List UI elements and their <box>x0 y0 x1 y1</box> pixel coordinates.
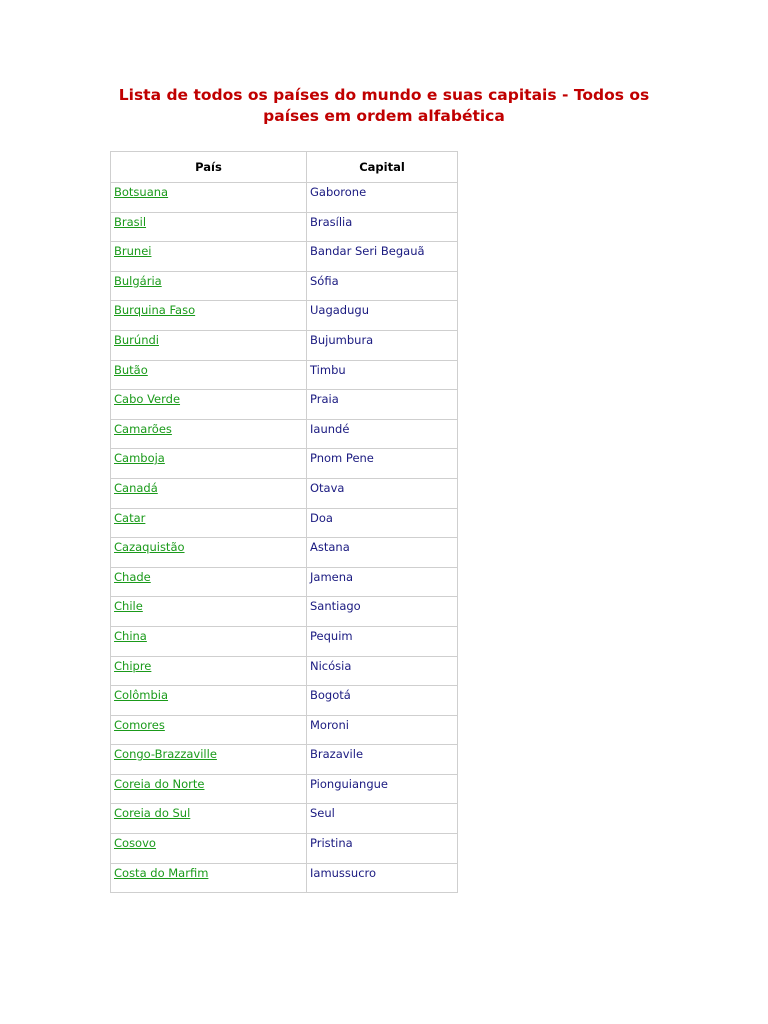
country-link[interactable]: Botsuana <box>114 185 169 199</box>
country-cell <box>111 271 307 301</box>
country-link[interactable]: Congo-Brazzaville <box>114 747 217 762</box>
country-cell <box>111 567 307 597</box>
table-row <box>111 478 458 508</box>
country-cell <box>111 508 307 538</box>
capital-cell: Pequim <box>307 626 458 656</box>
capital-cell: Moroni <box>307 715 458 745</box>
capital-cell: Uagadugu <box>307 301 458 331</box>
country-link[interactable]: Camarões <box>114 421 172 436</box>
table-body <box>111 183 458 893</box>
country-link[interactable]: Chade <box>114 569 151 584</box>
country-link[interactable]: Camboja <box>114 451 165 466</box>
capital-cell: Jamena <box>307 567 458 597</box>
country-cell <box>111 834 307 864</box>
country-cell <box>111 478 307 508</box>
capital-cell: Brazavile <box>307 745 458 775</box>
capital-cell: Gaborone <box>307 183 458 213</box>
country-cell <box>111 183 307 213</box>
capital-cell: Brasília <box>307 212 458 242</box>
country-link[interactable]: Butão <box>114 362 148 377</box>
country-link[interactable]: Bulgária <box>114 273 162 288</box>
page-title: Lista de todos os países do mundo e suas capitais - Todos os países em ordem alfabética <box>118 86 650 125</box>
capital-cell: Timbu <box>307 360 458 390</box>
country-link[interactable]: Cabo Verde <box>114 392 181 407</box>
capital-cell: Pristina <box>307 834 458 864</box>
country-link[interactable]: Cosovo <box>114 836 156 851</box>
country-cell <box>111 597 307 627</box>
country-cell <box>111 538 307 568</box>
country-cell <box>111 715 307 745</box>
capital-cell: Seul <box>307 804 458 834</box>
capital-cell: Otava <box>307 478 458 508</box>
country-cell <box>111 330 307 360</box>
country-link[interactable]: Brunei <box>114 244 152 259</box>
country-link[interactable]: Chipre <box>114 658 152 673</box>
column-header-capital: Capital <box>307 152 458 183</box>
table-row <box>111 863 458 893</box>
table-row <box>111 538 458 568</box>
table-row <box>111 508 458 538</box>
table-row <box>111 804 458 834</box>
capital-cell: Sófia <box>307 271 458 301</box>
country-link[interactable]: Burúndi <box>114 332 159 347</box>
column-header-country: País <box>111 152 307 183</box>
table-row <box>111 656 458 686</box>
capital-cell: Doa <box>307 508 458 538</box>
country-cell <box>111 301 307 331</box>
capital-cell: Astana <box>307 538 458 568</box>
table-row <box>111 626 458 656</box>
country-link[interactable]: Canadá <box>114 480 158 495</box>
country-link[interactable]: Comores <box>114 717 165 732</box>
country-cell <box>111 419 307 449</box>
country-link[interactable]: Burquina Faso <box>114 303 196 318</box>
table-row <box>111 301 458 331</box>
capital-cell: Bandar Seri Begauã <box>307 242 458 272</box>
capital-cell: Bogotá <box>307 686 458 716</box>
table-row <box>111 212 458 242</box>
capital-cell: Praia <box>307 390 458 420</box>
country-link[interactable]: Costa do Marfim <box>114 865 209 880</box>
country-cell <box>111 804 307 834</box>
table-row <box>111 715 458 745</box>
table-row <box>111 242 458 272</box>
table-row <box>111 449 458 479</box>
table-row <box>111 774 458 804</box>
table-header-row <box>111 152 458 183</box>
capital-cell: Bujumbura <box>307 330 458 360</box>
table-row <box>111 745 458 775</box>
table-row <box>111 360 458 390</box>
countries-table <box>110 151 458 893</box>
country-link[interactable]: Chile <box>114 599 143 614</box>
table-row <box>111 271 458 301</box>
table-row <box>111 330 458 360</box>
table-row <box>111 390 458 420</box>
country-cell <box>111 656 307 686</box>
capital-cell: Nicósia <box>307 656 458 686</box>
table-row <box>111 834 458 864</box>
country-link[interactable]: Colômbia <box>114 688 169 703</box>
country-cell <box>111 626 307 656</box>
country-link[interactable]: Coreia do Sul <box>114 806 191 821</box>
country-cell <box>111 449 307 479</box>
country-cell <box>111 242 307 272</box>
country-cell <box>111 686 307 716</box>
capital-cell: Santiago <box>307 597 458 627</box>
country-link[interactable]: Brasil <box>114 214 147 229</box>
table-row <box>111 567 458 597</box>
country-link[interactable]: China <box>114 628 147 643</box>
table-row <box>111 686 458 716</box>
capital-cell: Pnom Pene <box>307 449 458 479</box>
country-cell <box>111 212 307 242</box>
country-cell <box>111 390 307 420</box>
capital-cell: Pionguiangue <box>307 774 458 804</box>
table-row <box>111 597 458 627</box>
table-row <box>111 419 458 449</box>
country-link[interactable]: Coreia do Norte <box>114 776 205 791</box>
country-link[interactable]: Catar <box>114 510 146 525</box>
capital-cell: Iamussucro <box>307 863 458 893</box>
country-cell <box>111 863 307 893</box>
country-cell <box>111 745 307 775</box>
country-cell <box>111 774 307 804</box>
country-link[interactable]: Cazaquistão <box>114 540 185 555</box>
country-cell <box>111 360 307 390</box>
capital-cell: Iaundé <box>307 419 458 449</box>
table-row <box>111 183 458 213</box>
